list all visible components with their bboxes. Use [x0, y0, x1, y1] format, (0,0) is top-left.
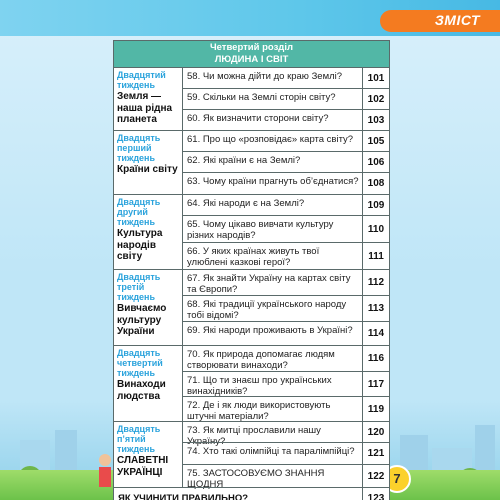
lesson-title: 65. Чому цікаво вивчати культуру різних народів?	[187, 219, 334, 241]
lesson-title: 66. У яких країнах живуть твої улюблені казкові герої?	[187, 246, 320, 268]
part-title: Четвертий розділ	[209, 42, 294, 53]
lesson-row[interactable]	[183, 442, 389, 464]
lesson-title: 74. Хто такі олімпійці та паралімпійці?	[187, 446, 355, 457]
lesson-page-number: 120	[362, 422, 389, 442]
lesson-row[interactable]	[183, 421, 389, 447]
week-theme: СЛАВЕТНІ УКРАЇНЦІ	[117, 455, 169, 478]
week-theme: Країни світу	[117, 164, 178, 175]
lesson-row[interactable]	[183, 172, 389, 194]
lesson-title: 61. Про що «розповідає» карта світу?	[187, 134, 354, 145]
page-number: 7	[393, 471, 401, 486]
week-21	[114, 130, 183, 194]
lesson-page-number: 111	[362, 243, 389, 269]
lesson-row[interactable]	[183, 194, 389, 215]
week-label: Двадцять п’ятий тиждень	[117, 424, 161, 454]
table-of-contents	[113, 40, 390, 500]
lesson-page-number: 122	[362, 465, 389, 487]
lesson-row[interactable]	[183, 130, 389, 151]
lesson-title: 59. Скільки на Землі сторін світу?	[187, 92, 336, 103]
lesson-row[interactable]	[183, 269, 389, 295]
week-25	[114, 421, 183, 487]
lesson-title: 60. Як визначити сторони світу?	[187, 113, 329, 124]
lesson-row[interactable]	[183, 321, 389, 345]
part-header	[114, 41, 389, 68]
lesson-row[interactable]	[183, 215, 389, 242]
part-subtitle: ЛЮДИНА І СВІТ	[214, 54, 289, 65]
lesson-row[interactable]	[183, 109, 389, 130]
week-label: Двадцять другий тиждень	[117, 197, 161, 227]
lesson-page-number: 102	[362, 89, 389, 109]
week-theme: Вивчаємо культуру України	[117, 303, 167, 337]
week-label: Двадцять перший тиждень	[117, 133, 161, 163]
week-label: Двадцять четвертий тиждень	[117, 348, 163, 378]
lesson-title: 58. Чи можна дійти до краю Землі?	[187, 71, 343, 82]
lesson-row[interactable]	[183, 464, 389, 490]
final-title: ЯК УЧИНИТИ ПРАВИЛЬНО?	[118, 493, 249, 500]
lesson-page-number: 103	[362, 110, 389, 130]
lesson-title: 71. Що ти знаєш про українських винахідників?	[187, 375, 332, 397]
lesson-page-number: 108	[362, 173, 389, 194]
lesson-title: 68. Які традиції українського народу тобі відомі?	[187, 299, 347, 321]
lesson-page-number: 121	[362, 443, 389, 464]
lesson-title: 73. Як митці прославили нашу Україну?	[187, 425, 321, 447]
week-theme: Земля — наша рідна планета	[117, 91, 173, 125]
lesson-row[interactable]	[183, 295, 389, 321]
lesson-row[interactable]	[183, 345, 389, 371]
week-theme: Винаходи людства	[117, 379, 166, 402]
lesson-page-number: 105	[362, 131, 389, 151]
lesson-row[interactable]	[183, 151, 389, 172]
lesson-title: 72. Де і як люди використовують штучні матеріали?	[187, 400, 331, 422]
lesson-title: 63. Чому країни прагнуть об’єднатися?	[187, 176, 359, 187]
week-23	[114, 269, 183, 345]
week-20	[114, 67, 183, 130]
week-label: Двадцятий тиждень	[117, 70, 166, 90]
lesson-row[interactable]	[183, 242, 389, 269]
lesson-page-number: 109	[362, 195, 389, 215]
lesson-row[interactable]	[183, 67, 389, 88]
lesson-page-number: 117	[362, 372, 389, 396]
final-row[interactable]	[114, 487, 389, 500]
lesson-row[interactable]	[183, 88, 389, 109]
lesson-page-number: 116	[362, 346, 389, 371]
week-label: Двадцять третій тиждень	[117, 272, 161, 302]
lesson-page-number: 101	[362, 68, 389, 88]
section-title: ЗМІСТ	[434, 12, 480, 28]
lesson-title: 70. Як природа допомагає людям створювати винаходи?	[187, 349, 335, 371]
lesson-row[interactable]	[183, 371, 389, 396]
lesson-page-number: 114	[362, 322, 389, 345]
lesson-row[interactable]	[183, 396, 389, 421]
final-page-number: 123	[362, 488, 389, 500]
lesson-title: 64. Які народи є на Землі?	[187, 198, 305, 209]
lesson-title: 62. Які країни є на Землі?	[187, 155, 301, 166]
lesson-page-number: 119	[362, 397, 389, 421]
lesson-title: 69. Які народи проживають в Україні?	[187, 325, 353, 336]
week-24	[114, 345, 183, 421]
lesson-page-number: 112	[362, 270, 389, 295]
lesson-title: 67. Як знайти Україну на картах світу та Європи?	[187, 273, 351, 295]
week-22	[114, 194, 183, 269]
lesson-page-number: 110	[362, 216, 389, 242]
week-theme: Культура народів світу	[117, 228, 163, 262]
lesson-title: 75. ЗАСТОСОВУЄМО ЗНАННЯ ЩОДНЯ	[187, 468, 325, 490]
lesson-page-number: 113	[362, 296, 389, 321]
lesson-page-number: 106	[362, 152, 389, 172]
